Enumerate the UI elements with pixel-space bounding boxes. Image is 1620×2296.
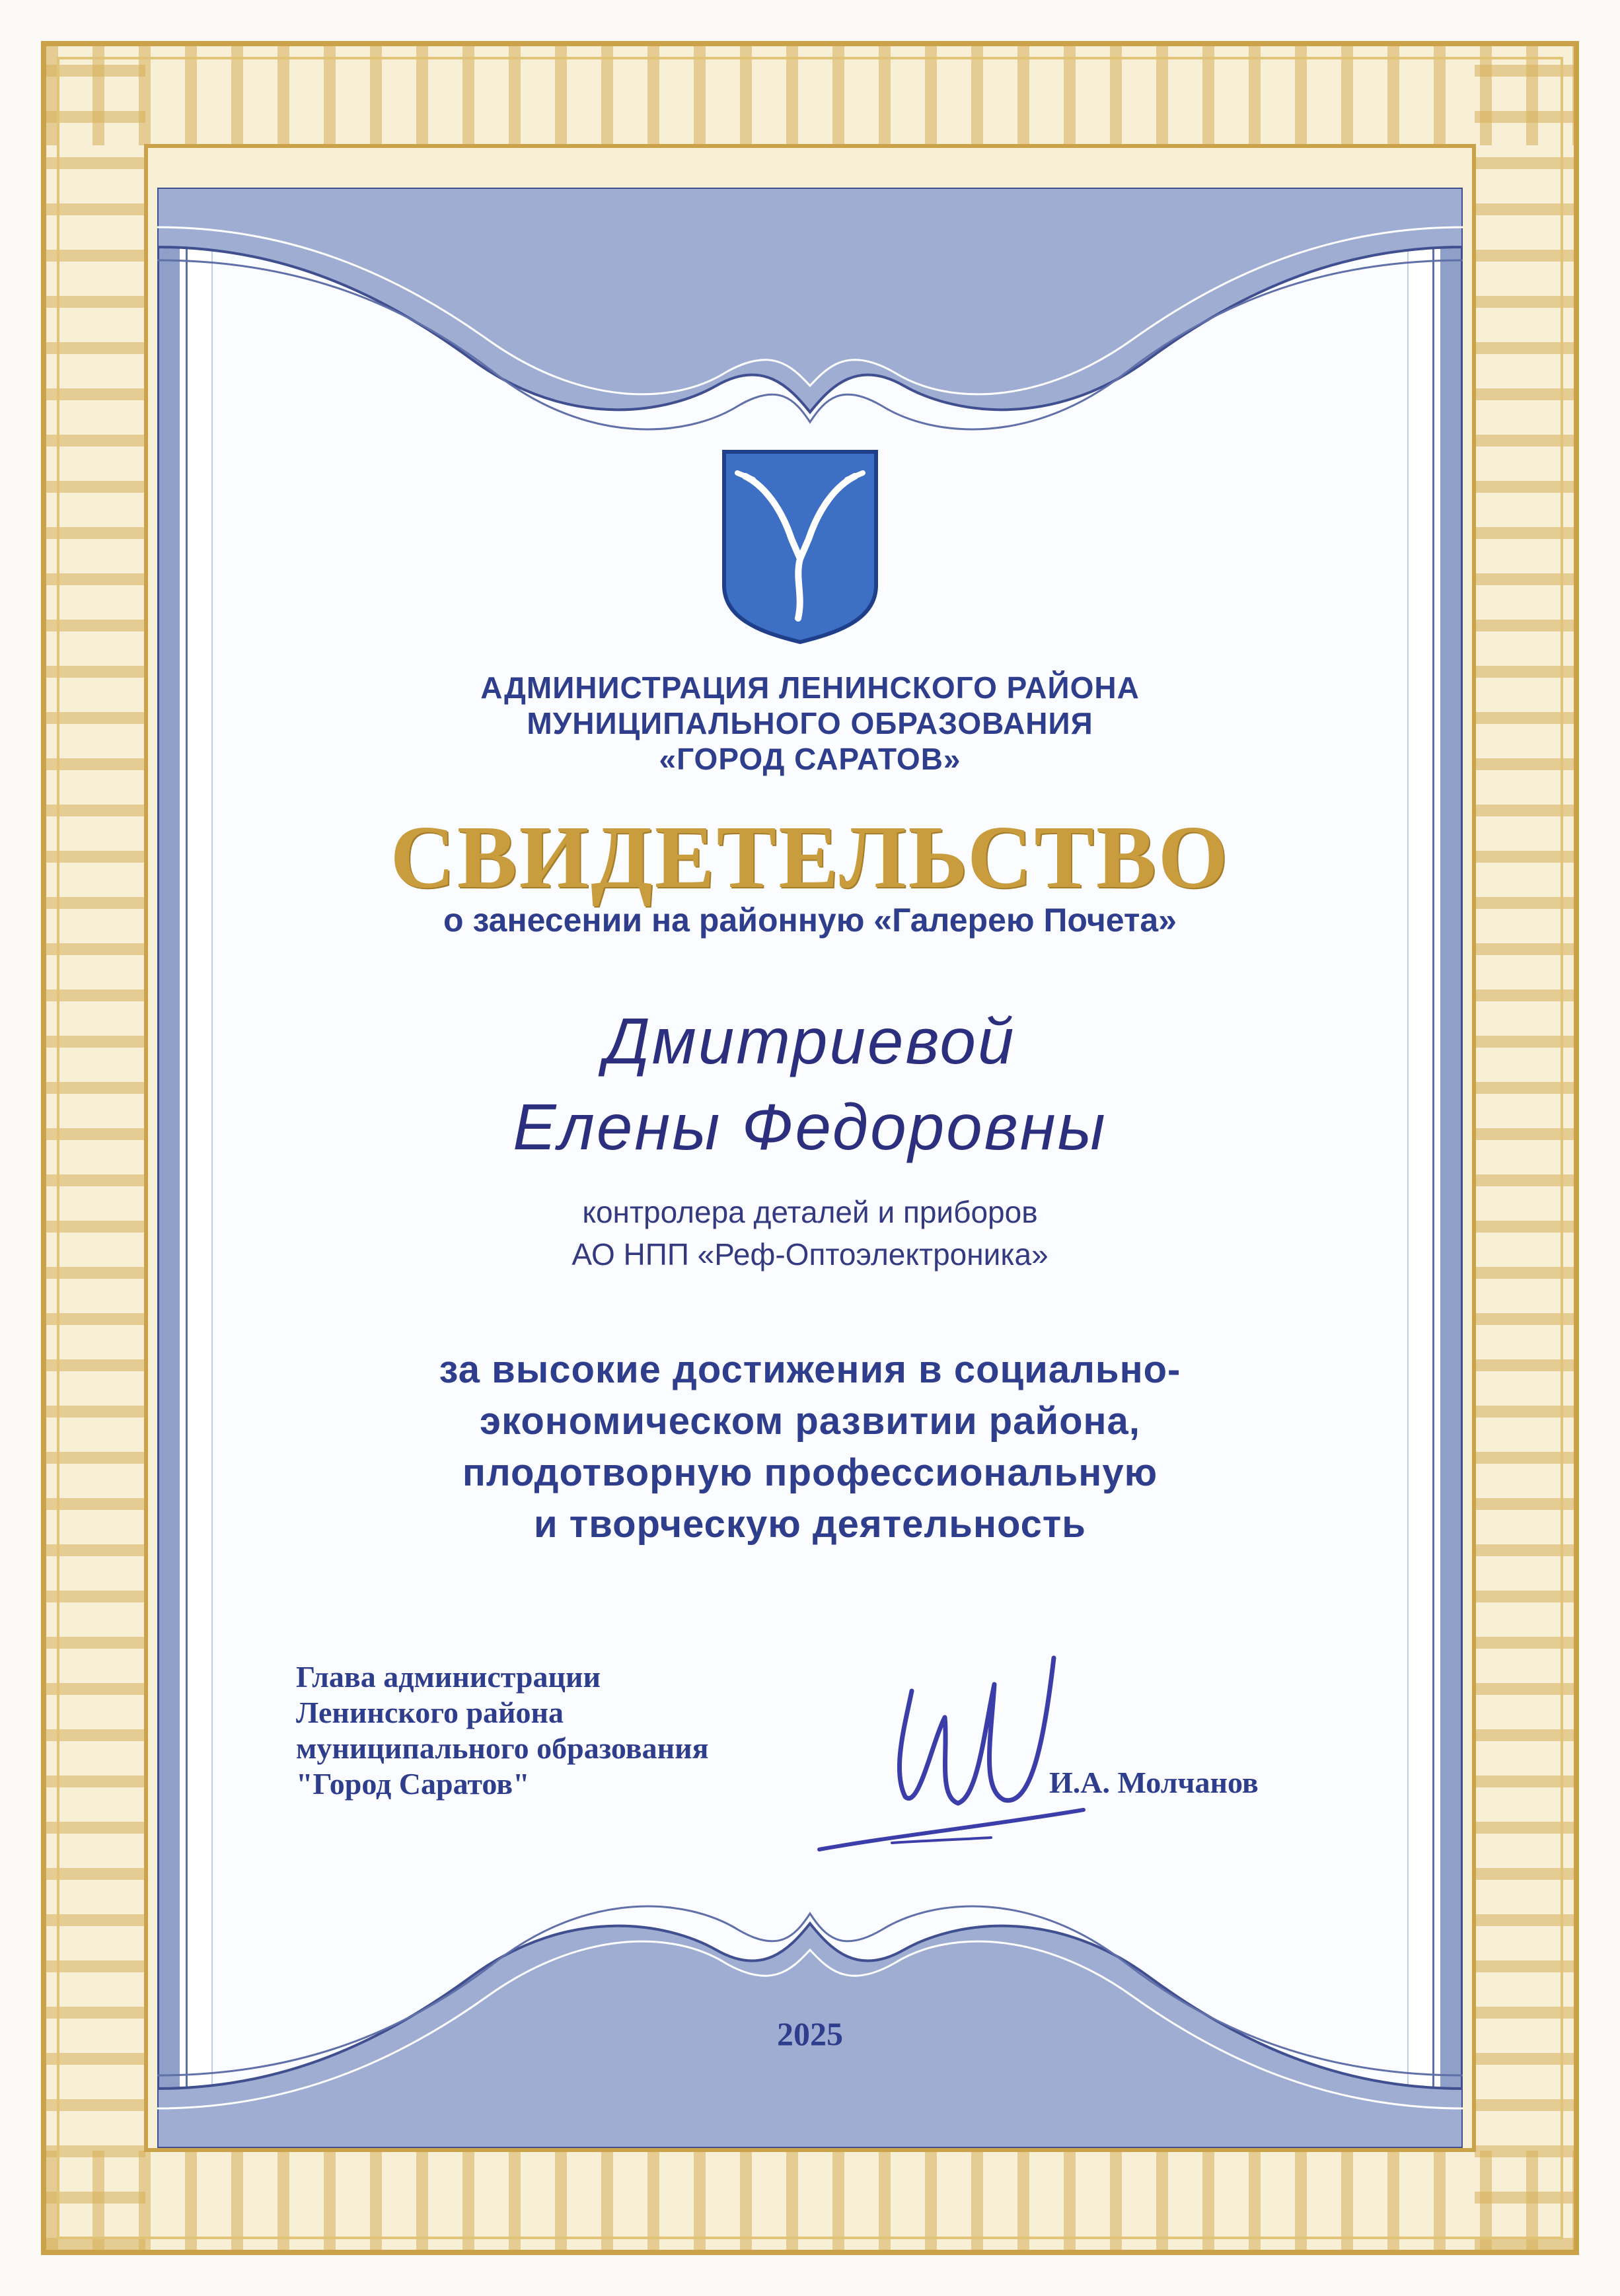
reason-line-4: и творческую деятельность bbox=[534, 1503, 1086, 1546]
reason-line-2: экономическом развитии района, bbox=[480, 1400, 1140, 1443]
certificate-title: СВИДЕТЕЛЬСТВО bbox=[390, 808, 1230, 907]
organization-line-2: МУНИЦИПАЛЬНОГО ОБРАЗОВАНИЯ bbox=[527, 706, 1093, 740]
signatory-name: И.А. Молчанов bbox=[1049, 1766, 1259, 1799]
signatory-title-line-4: "Город Саратов" bbox=[296, 1767, 530, 1801]
organization-line-1: АДМИНИСТРАЦИЯ ЛЕНИНСКОГО РАЙОНА bbox=[480, 670, 1140, 705]
signatory-title-line-1: Глава администрации bbox=[296, 1660, 601, 1694]
organization-line-3: «ГОРОД САРАТОВ» bbox=[659, 742, 961, 776]
certificate-subtitle: о занесении на районную «Галерею Почета» bbox=[443, 902, 1177, 939]
signatory-title-line-2: Ленинского района bbox=[296, 1696, 564, 1729]
signature-mark bbox=[813, 1645, 1090, 1869]
top-guilloche-ornament bbox=[157, 188, 1463, 465]
saratov-coat-of-arms-icon bbox=[719, 447, 881, 646]
recipient-surname: Дмитриевой bbox=[604, 1005, 1016, 1077]
bottom-guilloche-ornament bbox=[157, 1871, 1463, 2148]
recipient-given-names: Елены Федоровны bbox=[513, 1091, 1107, 1163]
reason-line-3: плодотворную профессиональную bbox=[462, 1451, 1158, 1494]
certificate-year: 2025 bbox=[777, 2015, 843, 2052]
recipient-position-line-1: контролера деталей и приборов bbox=[582, 1195, 1038, 1229]
reason-line-1: за высокие достижения в социально- bbox=[439, 1348, 1181, 1391]
signatory-title-line-3: муниципального образования bbox=[296, 1731, 709, 1765]
recipient-position-line-2: АО НПП «Реф-Оптоэлектроника» bbox=[571, 1237, 1049, 1272]
